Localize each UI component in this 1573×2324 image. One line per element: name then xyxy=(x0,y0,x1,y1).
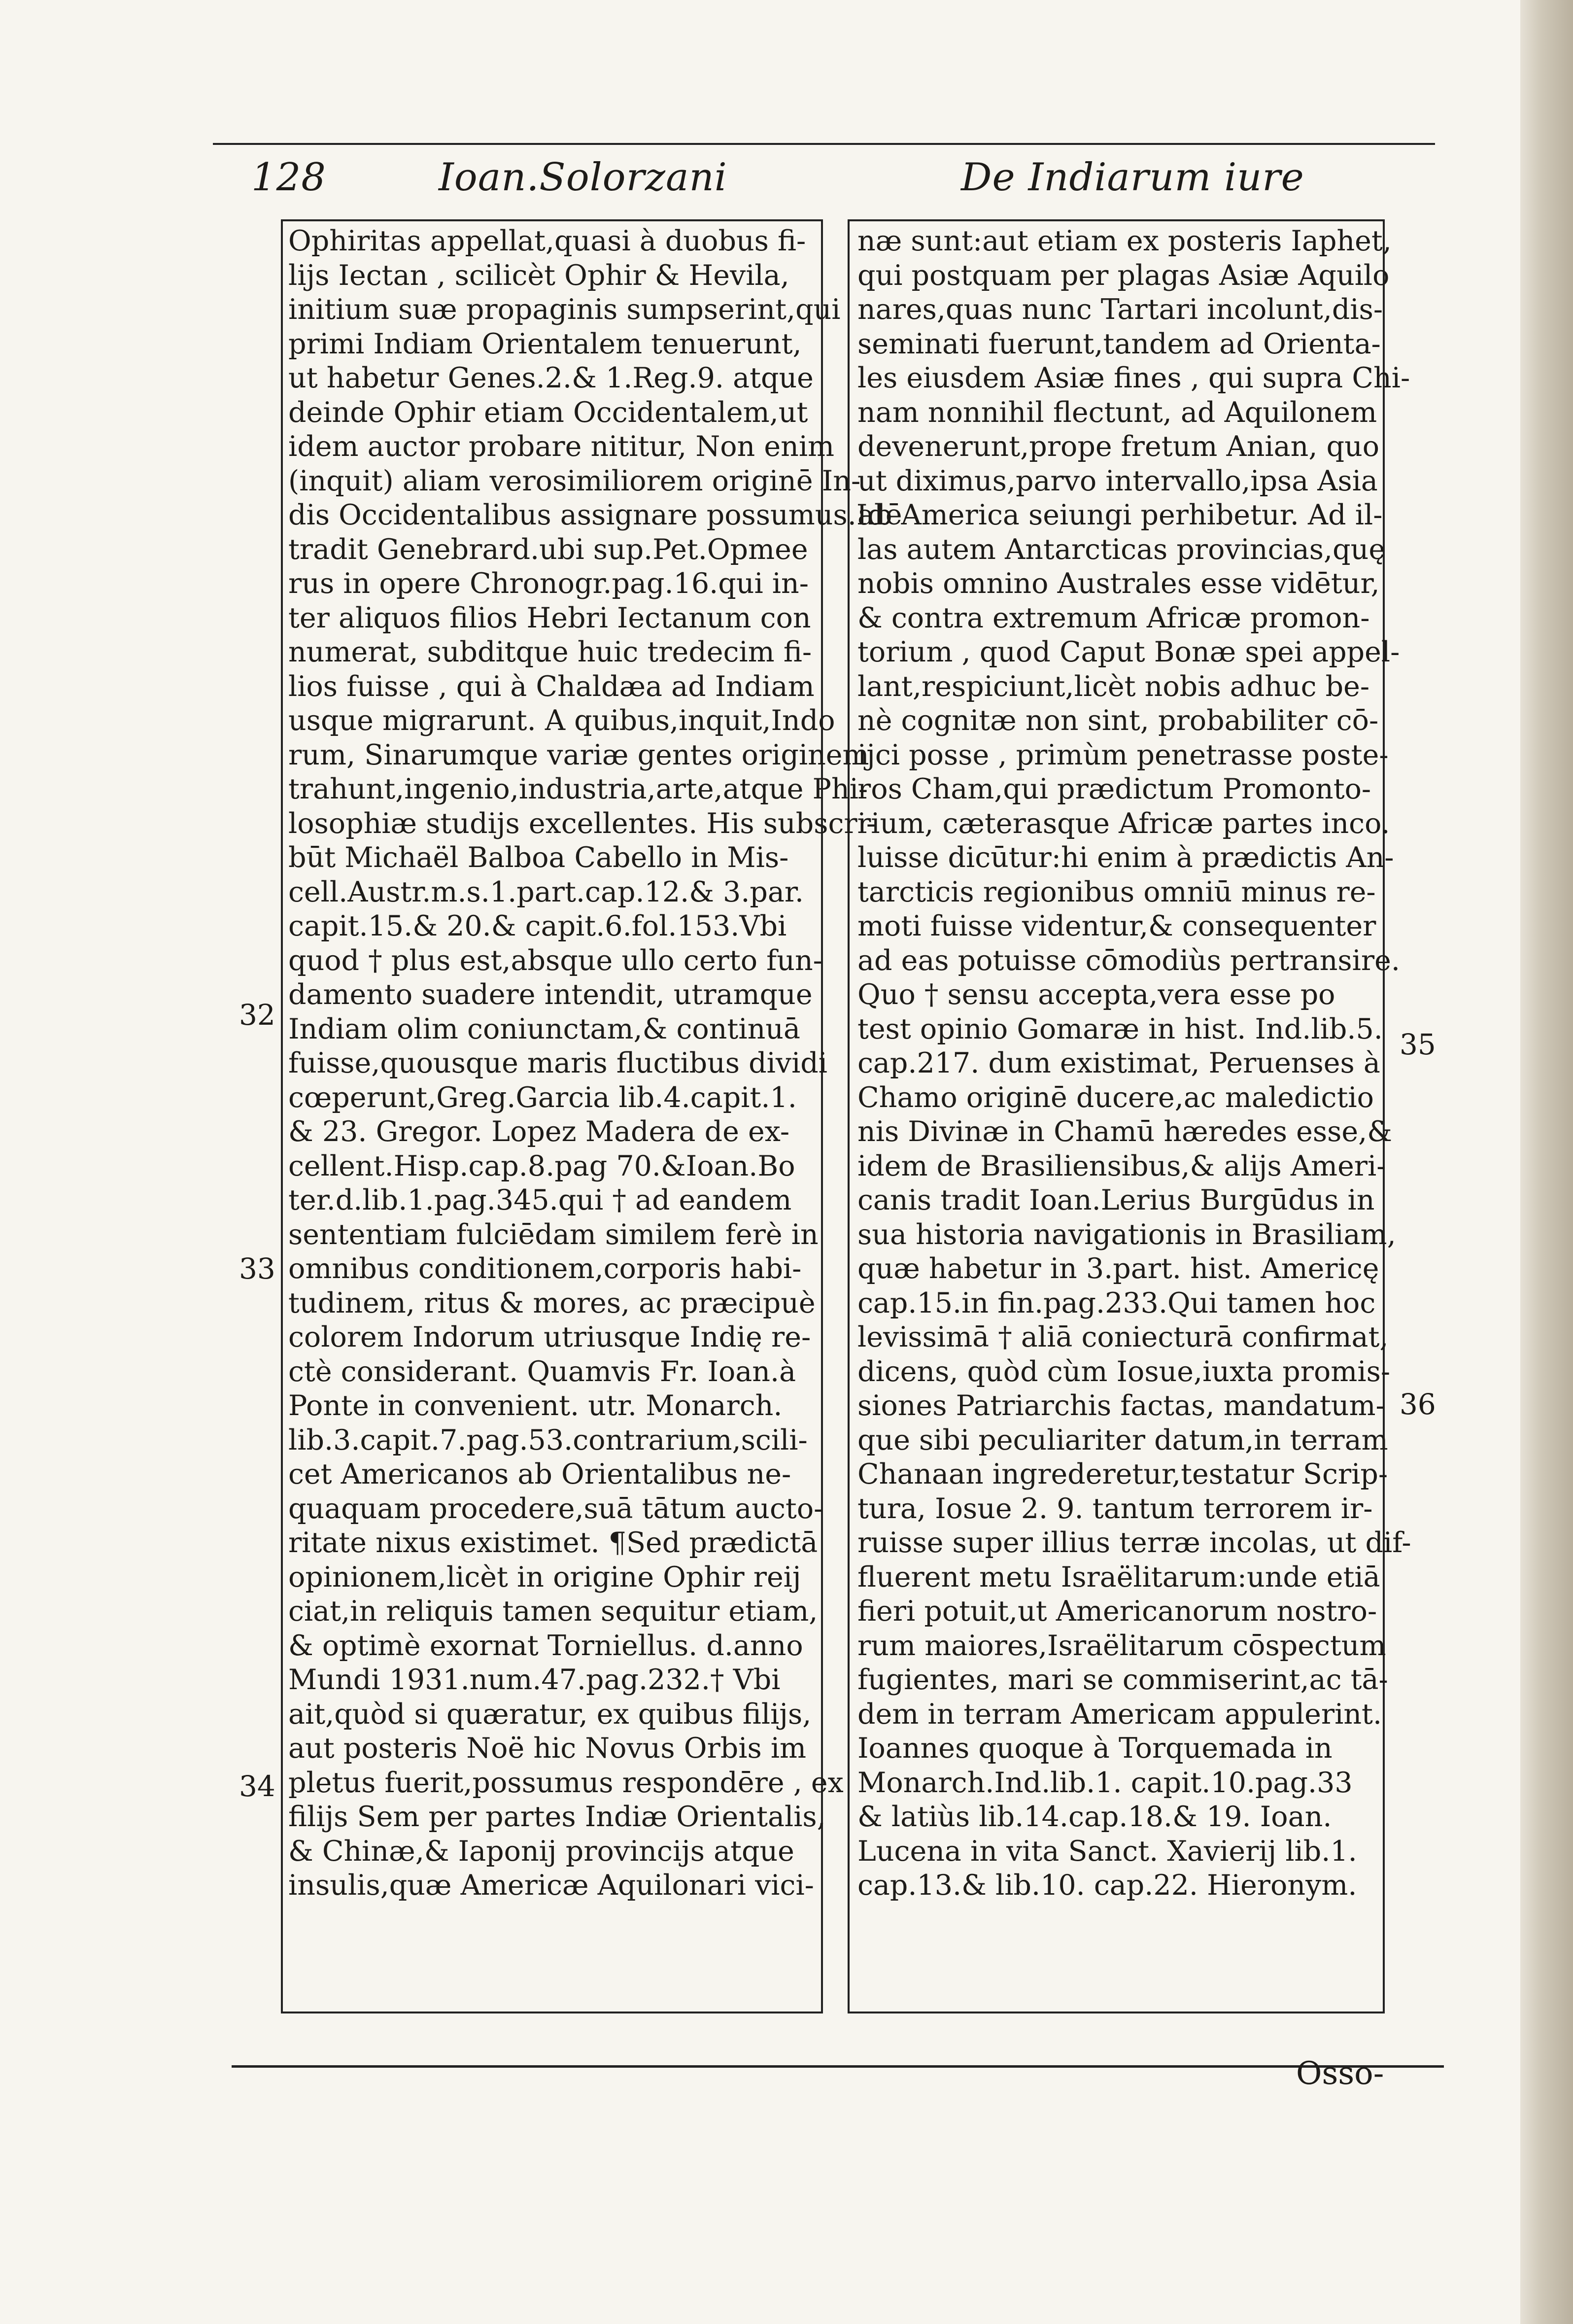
right-column-line: luisse dicūtur:hi enim à prædictis An- xyxy=(857,841,1394,874)
left-column-line: idem auctor probare nititur, Non enim xyxy=(288,430,835,463)
right-column-line: seminati fuerunt,tandem ad Orienta- xyxy=(857,327,1381,360)
left-column-line: omnibus conditionem,corporis habi- xyxy=(288,1252,802,1285)
left-column-line: būt Michaël Balboa Cabello in Mis- xyxy=(288,841,789,874)
right-column-line: torium , quod Caput Bonæ spei appel- xyxy=(857,636,1400,668)
right-column-line: nis Divinæ in Chamū hæredes esse,& xyxy=(857,1115,1393,1148)
right-column-line: ab America seiungi perhibetur. Ad il- xyxy=(857,499,1383,531)
left-column-line: fuisse,quousque maris fluctibus dividi xyxy=(288,1047,828,1079)
right-column-text xyxy=(857,224,1411,1903)
right-column-line: las autem Antarcticas provincias,quę xyxy=(857,533,1386,566)
header-rule xyxy=(213,143,1435,145)
left-column-line: Ophiritas appellat,quasi à duobus fi- xyxy=(288,225,806,257)
left-column-line: ut habetur Genes.2.& 1.Reg.9. atque xyxy=(288,362,814,394)
right-column-line: dem in terram Americam appulerint. xyxy=(857,1698,1382,1731)
right-column-line: Monarch.Ind.lib.1. capit.10.pag.33 xyxy=(857,1766,1353,1799)
left-column-line: cellent.Hisp.cap.8.pag 70.&Ioan.Bo xyxy=(288,1149,795,1182)
left-column-line: lijs Iectan , scilicèt Ophir & Hevila, xyxy=(288,259,789,292)
right-column-line: Ioannes quoque à Torquemada in xyxy=(857,1732,1333,1765)
right-column-line: næ sunt:aut etiam ex posteris Iaphet, xyxy=(857,225,1392,257)
margin-number-34: 34 xyxy=(239,1769,275,1803)
right-column-line: fluerent metu Israëlitarum:unde etiā xyxy=(857,1561,1380,1594)
left-column-line: quaquam procedere,suā tātum aucto- xyxy=(288,1492,823,1525)
right-column-line: Quo † sensu accepta,vera esse po xyxy=(857,978,1335,1011)
left-column-line: tradit Genebrard.ubi sup.Pet.Opmee xyxy=(288,533,808,566)
left-column-line: deinde Ophir etiam Occidentalem,ut xyxy=(288,396,808,429)
right-column-line: ad eas potuisse cōmodiùs pertransire. xyxy=(857,944,1400,977)
left-column-line: quod † plus est,absque ullo certo fun- xyxy=(288,944,822,977)
right-column-line: levissimā † aliā coniecturā confirmat, xyxy=(857,1321,1389,1353)
margin-number-36: 36 xyxy=(1400,1387,1436,1421)
left-column-line: colorem Indorum utriusque Indię re- xyxy=(288,1321,811,1353)
bottom-rule xyxy=(232,2065,1444,2068)
margin-number-35: 35 xyxy=(1400,1028,1436,1061)
left-column-line: opinionem,licèt in origine Ophir reij xyxy=(288,1561,801,1594)
left-column-line: Indiam olim coniunctam,& continuā xyxy=(288,1012,800,1045)
right-column-line: tarcticis regionibus omniū minus re- xyxy=(857,875,1376,908)
left-column-line: ter aliquos filios Hebri Iectanum con xyxy=(288,601,811,634)
right-column-line: quæ habetur in 3.part. hist. Americę xyxy=(857,1252,1379,1285)
left-column-line: ritate nixus existimet. ¶Sed prædictā xyxy=(288,1526,818,1559)
right-column-line: idem de Brasiliensibus,& alijs Ameri- xyxy=(857,1149,1386,1182)
left-column-line: lios fuisse , qui à Chaldæa ad Indiam xyxy=(288,670,815,703)
left-column-line: & 23. Gregor. Lopez Madera de ex- xyxy=(288,1115,790,1148)
right-column-line: canis tradit Ioan.Lerius Burgūdus in xyxy=(857,1184,1375,1216)
left-column-line: damento suadere intendit, utramque xyxy=(288,978,813,1011)
right-column-line: fugientes, mari se commiserint,ac tā- xyxy=(857,1664,1388,1696)
left-column-line: ctè considerant. Quamvis Fr. Ioan.à xyxy=(288,1355,796,1388)
left-column-line: cœperunt,Greg.Garcia lib.4.capit.1. xyxy=(288,1081,797,1114)
right-column-line: qui postquam per plagas Asiæ Aquilo xyxy=(857,259,1390,292)
left-column-line: ciat,in reliquis tamen sequitur etiam, xyxy=(288,1595,818,1628)
left-column-line: losophiæ studijs excellentes. His subscri- xyxy=(288,807,876,840)
catchword: Osso- xyxy=(1296,2055,1384,2092)
right-column-line: & contra extremum Africæ promon- xyxy=(857,601,1370,634)
right-column-line: que sibi peculiariter datum,in terram xyxy=(857,1423,1388,1457)
right-column-line: & latiùs lib.14.cap.18.& 19. Ioan. xyxy=(857,1801,1332,1833)
right-column-line: lant,respiciunt,licèt nobis adhuc be- xyxy=(857,670,1370,703)
left-column-line: lib.3.capit.7.pag.53.contrarium,scili- xyxy=(288,1423,808,1457)
margin-number-33: 33 xyxy=(239,1252,275,1285)
left-column-line: tudinem, ritus & mores, ac præcipuè xyxy=(288,1286,816,1319)
right-column-line: rium, cæterasque Africæ partes inco. xyxy=(857,807,1390,840)
right-column-line: ut diximus,parvo intervallo,ipsa Asia xyxy=(857,464,1378,497)
running-author: Ioan.Solorzani xyxy=(439,155,727,200)
right-column-line: nobis omnino Australes esse vidētur, xyxy=(857,567,1380,600)
right-column-line: Lucena in vita Sanct. Xavierij lib.1. xyxy=(857,1835,1357,1868)
right-column-line: ruisse super illius terræ incolas, ut dif- xyxy=(857,1526,1411,1559)
left-column-line: & Chinæ,& Iaponij provincijs atque xyxy=(288,1835,794,1868)
left-column-line: Ponte in convenient. utr. Monarch. xyxy=(288,1389,783,1422)
left-column-line: & optimè exornat Torniellus. d.anno xyxy=(288,1629,803,1662)
left-column-text xyxy=(288,224,902,1903)
left-column-line: ait,quòd si quæratur, ex quibus filijs, xyxy=(288,1698,812,1731)
left-column-line: rum, Sinarumque variæ gentes originem xyxy=(288,738,869,771)
right-column-line: Chamo originē ducere,ac maledictio xyxy=(857,1081,1374,1114)
right-column-line: nares,quas nunc Tartari incolunt,dis- xyxy=(857,293,1383,326)
right-column-line: les eiusdem Asiæ fines , qui supra Chi- xyxy=(857,362,1410,394)
running-title: De Indiarum iure xyxy=(961,155,1304,200)
left-column-line: sententiam fulciēdam similem ferè in xyxy=(288,1218,819,1251)
left-column-line: cet Americanos ab Orientalibus ne- xyxy=(288,1458,791,1491)
right-column-line: tura, Iosue 2. 9. tantum terrorem ir- xyxy=(857,1492,1373,1525)
right-column-line: cap.13.& lib.10. cap.22. Hieronym. xyxy=(857,1869,1357,1902)
left-column-line: insulis,quæ Americæ Aquilonari vici- xyxy=(288,1869,814,1902)
left-column-line: aut posteris Noë hic Novus Orbis im xyxy=(288,1732,807,1765)
left-column-line: trahunt,ingenio,industria,arte,atque Phi- xyxy=(288,773,868,805)
book-spine-edge xyxy=(1520,0,1573,2324)
left-column-line: dis Occidentalibus assignare possumus.Idē xyxy=(288,499,902,531)
right-column-line: ros Cham,qui prædictum Promonto- xyxy=(857,773,1371,805)
left-column-line: ter.d.lib.1.pag.345.qui † ad eandem xyxy=(288,1184,792,1216)
left-column-line: rus in opere Chronogr.pag.16.qui in- xyxy=(288,567,809,600)
right-column-line: ijci posse , primùm penetrasse poste- xyxy=(857,738,1389,771)
right-column-line: nè cognitæ non sint, probabiliter cō- xyxy=(857,704,1379,737)
margin-number-32: 32 xyxy=(239,998,275,1032)
left-column-line: numerat, subditque huic tredecim fi- xyxy=(288,636,812,668)
left-column-line: cell.Austr.m.s.1.part.cap.12.& 3.par. xyxy=(288,875,804,908)
page-number: 128 xyxy=(251,155,326,200)
right-column-line: nam nonnihil flectunt, ad Aquilonem xyxy=(857,396,1377,429)
left-column-line: filijs Sem per partes Indiæ Orientalis, xyxy=(288,1801,826,1833)
right-column-line: devenerunt,prope fretum Anian, quo xyxy=(857,430,1380,463)
right-column-line: cap.15.in fin.pag.233.Qui tamen hoc xyxy=(857,1286,1376,1319)
right-column-line: dicens, quòd cùm Iosue,iuxta promis- xyxy=(857,1355,1391,1388)
left-column-line: pletus fuerit,possumus respondēre , ex xyxy=(288,1766,844,1799)
right-column-line: cap.217. dum existimat, Peruenses à xyxy=(857,1047,1380,1079)
left-column-line: capit.15.& 20.& capit.6.fol.153.Vbi xyxy=(288,910,787,942)
left-column-line: (inquit) aliam verosimiliorem originē In- xyxy=(288,464,861,497)
right-column-line: fieri potuit,ut Americanorum nostro- xyxy=(857,1595,1377,1628)
right-column-line: sua historia navigationis in Brasiliam, xyxy=(857,1218,1396,1251)
right-column-line: siones Patriarchis factas, mandatum- xyxy=(857,1389,1385,1422)
left-column-line: usque migrarunt. A quibus,inquit,Indo xyxy=(288,704,835,737)
right-column-line: moti fuisse videntur,& consequenter xyxy=(857,910,1376,942)
left-column-line: initium suæ propaginis sumpserint,qui xyxy=(288,293,841,326)
right-column-line: rum maiores,Israëlitarum cōspectum xyxy=(857,1629,1386,1662)
left-column-line: Mundi 1931.num.47.pag.232.† Vbi xyxy=(288,1664,781,1696)
right-column-line: test opinio Gomaræ in hist. Ind.lib.5. xyxy=(857,1012,1383,1045)
right-column-line: Chanaan ingrederetur,testatur Scrip- xyxy=(857,1458,1388,1491)
left-column-line: primi Indiam Orientalem tenuerunt, xyxy=(288,327,802,360)
